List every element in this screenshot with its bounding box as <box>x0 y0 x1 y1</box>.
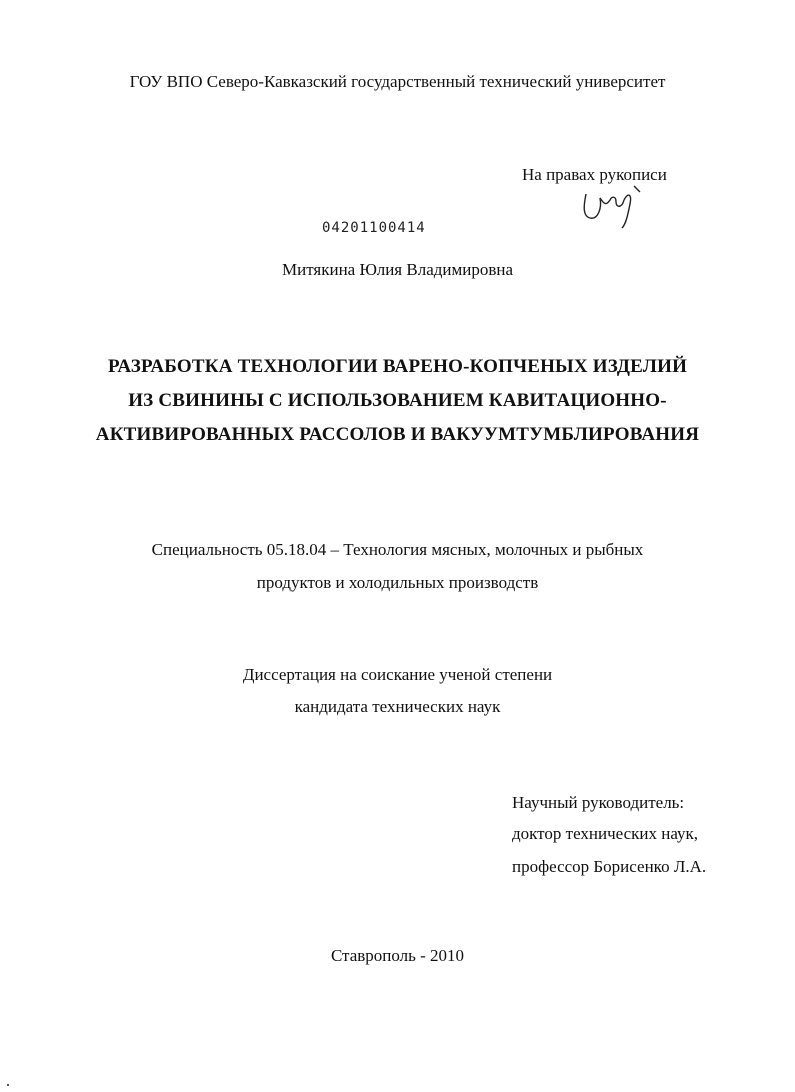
author-name: Митякина Юлия Владимировна <box>281 260 514 279</box>
registration-number: 04201100414 <box>322 220 426 236</box>
manuscript-rights-note: На правах рукописи <box>522 165 667 184</box>
scan-speck <box>7 1084 9 1086</box>
supervisor-degree: доктор технических наук, <box>512 824 699 843</box>
dissertation-title <box>0 350 795 452</box>
dissertation-degree-line-2: кандидата технических наук <box>294 697 501 716</box>
university-name: ГОУ ВПО Северо-Кавказский государственный технический университет <box>129 72 666 91</box>
handwritten-signature <box>576 182 648 232</box>
supervisor-label: Научный руководитель: <box>512 793 685 812</box>
title-line: ИЗ СВИНИНЫ С ИСПОЛЬЗОВАНИЕМ КАВИТАЦИОННО- <box>128 390 667 411</box>
specialty-line-1: Специальность 05.18.04 – Технология мясных, молочных и рыбных <box>151 540 644 559</box>
title-line: АКТИВИРОВАННЫХ РАССОЛОВ И ВАКУУМТУМБЛИРОВАНИЯ <box>95 424 700 445</box>
city-year: Ставрополь - 2010 <box>330 946 465 965</box>
supervisor-name: профессор Борисенко Л.А. <box>512 857 707 876</box>
title-line: РАЗРАБОТКА ТЕХНОЛОГИИ ВАРЕНО-КОПЧЕНЫХ ИЗДЕЛИЙ <box>107 356 688 377</box>
dissertation-degree-line-1: Диссертация на соискание ученой степени <box>242 665 553 684</box>
specialty-line-2: продуктов и холодильных производств <box>256 573 539 592</box>
